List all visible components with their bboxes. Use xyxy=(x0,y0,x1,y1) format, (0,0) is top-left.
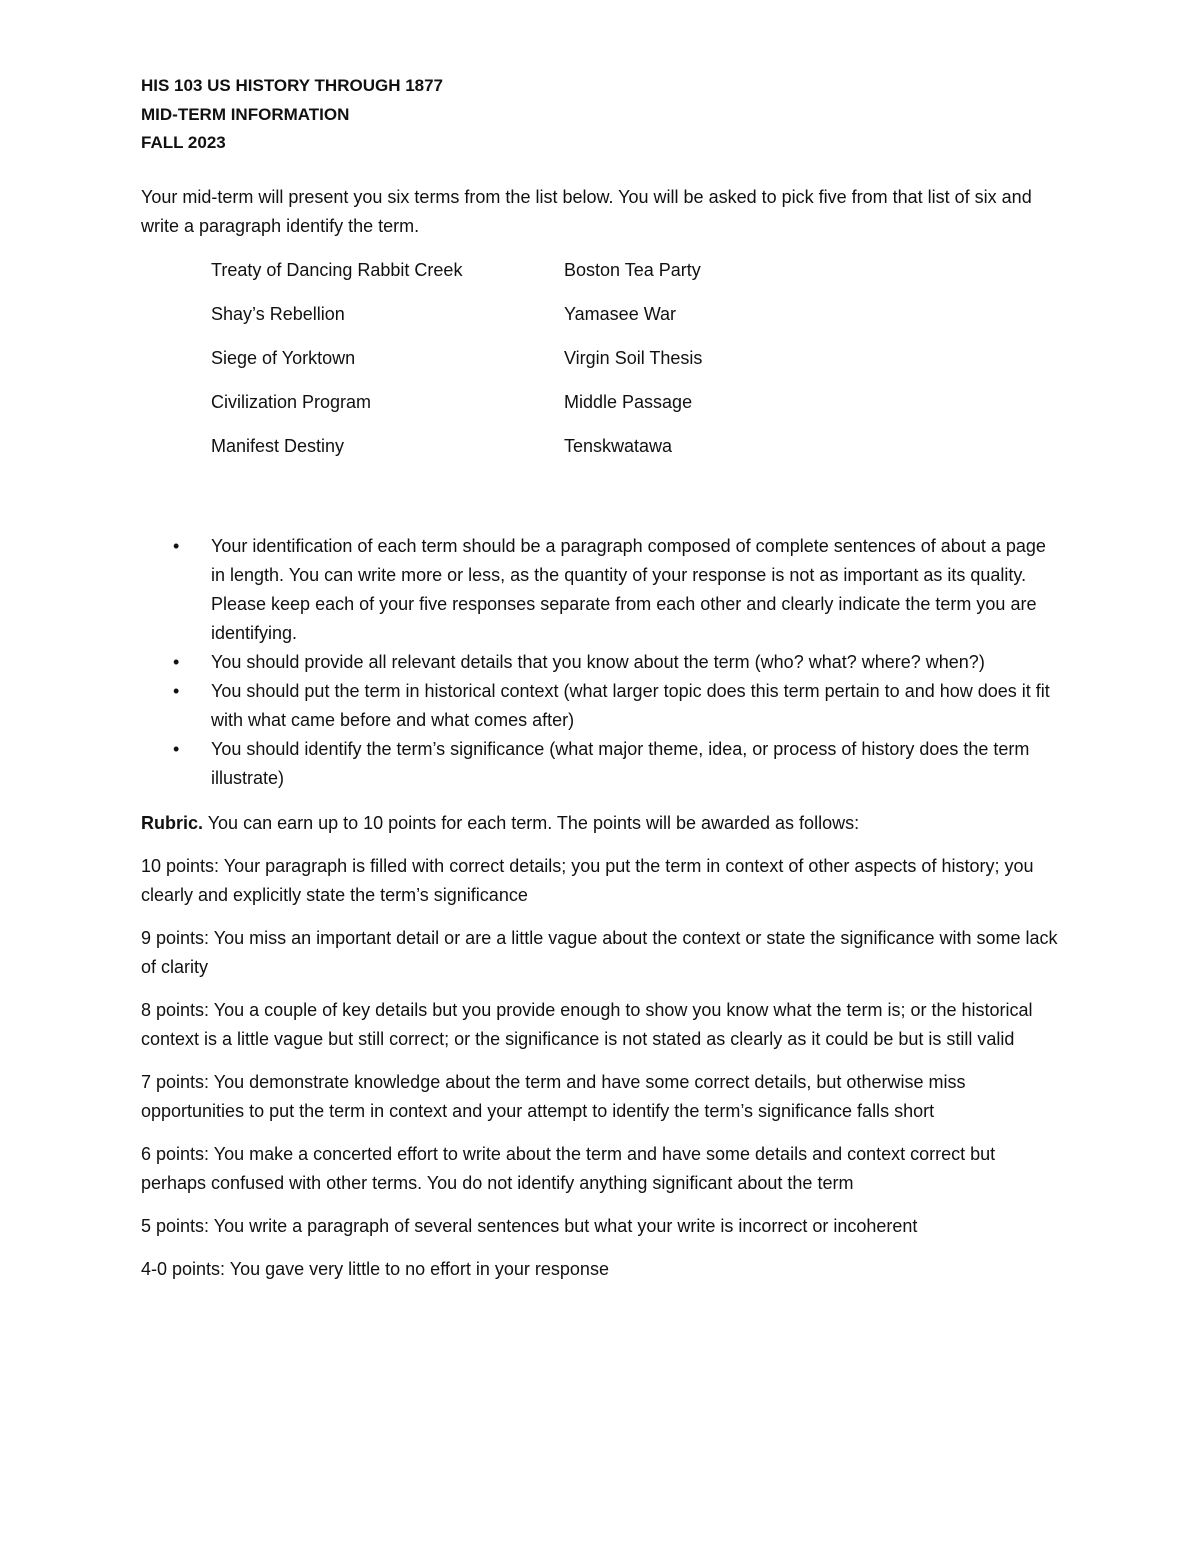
instruction-item: • You should provide all relevant details that you know about the term (who? what? where? when?) xyxy=(211,648,1061,677)
semester: FALL 2023 xyxy=(141,133,226,152)
score-4-0: 4-0 points: You gave very little to no effort in your response xyxy=(141,1258,609,1279)
term-row xyxy=(211,344,1061,388)
term-item: Tenskwatawa xyxy=(564,435,673,456)
term-item: Treaty of Dancing Rabbit Creek xyxy=(211,259,463,280)
rubric-text: You can earn up to 10 points for each term. The points will be awarded as follows: xyxy=(203,812,860,833)
instruction-item: • You should put the term in historical context (what larger topic does this term pertain to and how does it fit with what came before and what comes after) xyxy=(211,677,1061,735)
terms-list xyxy=(211,256,1061,476)
term-item: Civilization Program xyxy=(211,391,372,412)
score-7: 7 points: You demonstrate knowledge about the term and have some correct details, but otherwise miss opportunities to put the term in context and your attempt to identify the term’s significance falls short xyxy=(141,1071,966,1121)
rubric-label: Rubric. xyxy=(141,812,204,833)
term-item: Manifest Destiny xyxy=(211,435,345,456)
term-row xyxy=(211,432,1061,476)
term-row xyxy=(211,388,1061,432)
score-9: 9 points: You miss an important detail or are a little vague about the context or state the significance with some lack of clarity xyxy=(141,927,1058,977)
term-item: Middle Passage xyxy=(564,391,693,412)
term-row xyxy=(211,256,1061,300)
term-item: Shay’s Rebellion xyxy=(211,303,345,324)
score-5: 5 points: You write a paragraph of several sentences but what your write is incorrect or incoherent xyxy=(141,1215,918,1236)
score-8: 8 points: You a couple of key details but you provide enough to show you know what the term is; or the historical context is a little vague but still correct; or the significance is not stated as clearly as it could be but is still valid xyxy=(141,999,1033,1049)
rubric-intro xyxy=(141,809,1061,838)
term-row xyxy=(211,300,1061,344)
course-title: HIS 103 US HISTORY THROUGH 1877 xyxy=(141,76,444,95)
instruction-item: • You should identify the term’s significance (what major theme, idea, or process of history does the term illustrate) xyxy=(211,735,1061,793)
term-item: Siege of Yorktown xyxy=(211,347,356,368)
document-page xyxy=(141,72,1061,1284)
exam-title: MID-TERM INFORMATION xyxy=(141,104,350,124)
term-item: Virgin Soil Thesis xyxy=(564,347,703,368)
instructions-list xyxy=(141,532,1061,793)
intro-paragraph: Your mid-term will present you six terms from the list below. You will be asked to pick five from that list of six and write a paragraph identify the term. xyxy=(141,186,1032,236)
term-item: Yamasee War xyxy=(564,303,677,324)
instruction-item: • Your identification of each term should be a paragraph composed of complete sentences of about a page in length. You can write more or less, as the quantity of your response is not as important as its quality. Please keep each of your five responses separate from each other and clearly indicate the term you are identifying. xyxy=(211,532,1061,648)
term-item: Boston Tea Party xyxy=(564,259,701,280)
score-10: 10 points: Your paragraph is filled with correct details; you put the term in context of other aspects of history; you clearly and explicitly state the term’s significance xyxy=(141,855,1034,905)
score-6: 6 points: You make a concerted effort to write about the term and have some details and context correct but perhaps confused with other terms. You do not identify anything significant about the term xyxy=(141,1143,996,1193)
